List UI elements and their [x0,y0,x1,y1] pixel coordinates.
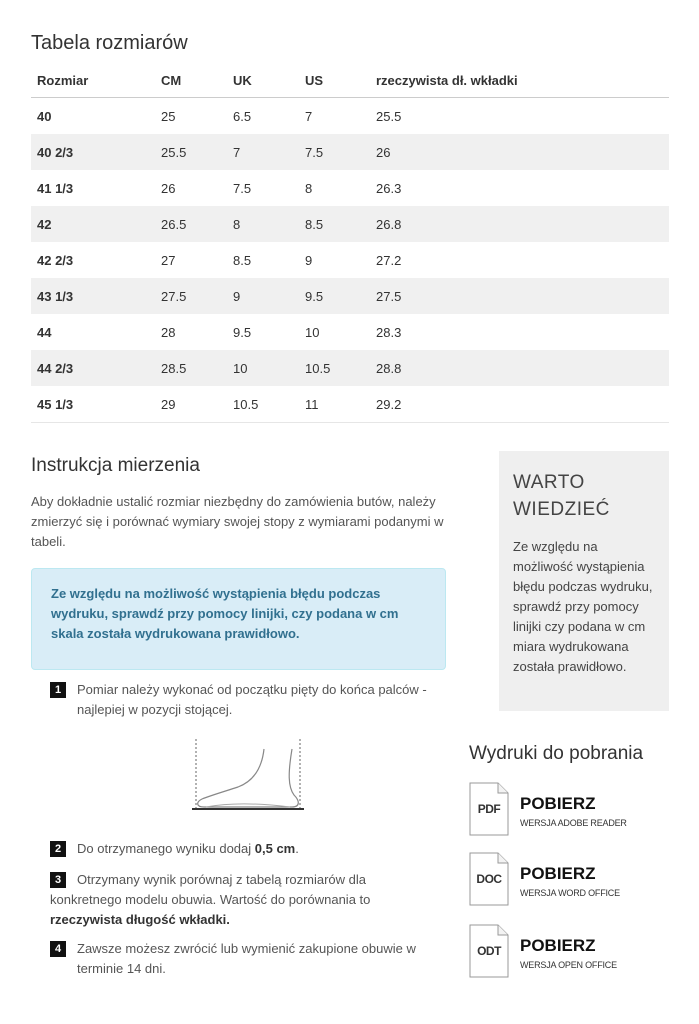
cell-us: 9 [305,252,313,268]
cell-size: 40 [37,108,52,124]
downloads-title: Wydruki do pobrania [469,743,644,764]
cell-insole: 28.8 [370,350,669,386]
cell-us: 9.5 [299,278,370,314]
cell-insole: 26.8 [370,206,669,242]
cell-cm: 29 [155,386,227,423]
cell-size: 40 2/3 [31,134,155,170]
foot-measure-diagram [188,737,308,815]
good-to-know-text: Ze względu na możliwość wystąpienia błędu podczas wydruku, sprawdź przy pomocy linijki czy podana w cm miara wydrukowana została prawidłowo. [513,539,653,674]
cell-uk: 10.5 [227,386,299,423]
step-text-part: Do otrzymanego wyniku dodaj [77,841,255,856]
print-warning-alert: Ze względu na możliwość wystąpienia błędu podczas wydruku, sprawdź przy pomocy linijki, czy podana w cm skala została wydrukowana prawidłowo. [31,568,446,670]
cell-size: 41 1/3 [37,180,74,196]
download-link[interactable]: POBIERZ [520,936,596,955]
step-4 [50,939,440,979]
step-number: 2 [50,841,66,857]
step-text [50,839,440,859]
cell-insole: 29.2 [370,386,669,423]
column-header-insole-length: rzeczywista dł. wkładki [370,64,669,98]
file-extension: DOC [476,872,502,886]
cell-cm: 27.5 [155,278,227,314]
table-row [31,242,669,278]
cell-uk: 9 [227,278,299,314]
cell-insole: 27.2 [376,252,402,268]
cell-uk: 9.5 [233,324,252,340]
step-number: 1 [50,682,66,698]
cell-size: 44 2/3 [31,350,155,386]
document-icon [469,782,509,836]
table-row [31,170,669,206]
cell-cm: 28.5 [155,350,227,386]
cell-size: 43 1/3 [31,278,155,314]
cell-size: 42 2/3 [37,252,74,268]
download-odt[interactable] [469,924,689,980]
column-header-uk: UK [227,64,299,98]
step-text-part: Otrzymany wynik porównaj z tabelą rozmiarów dla konkretnego modelu obuwia. Wartość do porównania to [50,872,371,907]
cell-us: 11 [299,386,370,423]
table-row [31,134,669,170]
cell-cm: 26.5 [155,206,227,242]
table-row [31,350,669,386]
good-to-know-box [499,451,669,711]
cell-uk: 8.5 [233,252,252,268]
step-text-bold: 0,5 cm [254,841,296,856]
cell-us: 10.5 [299,350,370,386]
file-extension: ODT [477,944,501,958]
instructions-title: Instrukcja mierzenia [31,455,200,476]
size-table [31,64,669,423]
step-number: 3 [50,872,66,888]
cell-cm: 28 [161,324,176,340]
cell-insole: 25.5 [376,108,402,124]
cell-us: 10 [305,324,320,340]
column-header-us: US [299,64,370,98]
step-text-bold: rzeczywista długość wkładki. [50,912,230,927]
step-number: 4 [50,941,66,957]
cell-cm: 26 [161,180,176,196]
good-to-know-title-line1: WARTO [513,472,585,493]
cell-size: 44 [37,324,52,340]
cell-size: 45 1/3 [31,386,155,423]
download-version: WERSJA OPEN OFFICE [520,960,617,970]
download-doc[interactable] [469,852,689,908]
document-icon [469,852,509,906]
document-icon [469,924,509,978]
table-row [31,386,669,423]
step-2 [50,839,440,859]
step-3 [50,870,440,930]
download-version: WERSJA ADOBE READER [520,818,627,828]
cell-cm: 25.5 [155,134,227,170]
column-header-cm: CM [155,64,227,98]
cell-us: 7.5 [299,134,370,170]
cell-uk: 8 [227,206,299,242]
table-row [31,314,669,350]
cell-us: 8 [305,180,313,196]
step-text: Pomiar należy wykonać od początku pięty do końca palców - najlepiej w pozycji stojącej. [77,682,427,717]
download-pdf[interactable] [469,782,689,838]
table-row [31,98,669,135]
instructions-intro: Aby dokładnie ustalić rozmiar niezbędny do zamówienia butów, należy zmierzyć się i porównać wymiary swojej stopy z wymiarami podanymi w tabeli. [31,494,444,549]
file-extension: PDF [477,802,501,816]
cell-insole: 28.3 [376,324,402,340]
step-text: Zawsze możesz zwrócić lub wymienić zakupione obuwie w terminie 14 dni. [77,941,416,976]
cell-uk: 10 [227,350,299,386]
good-to-know-title [513,469,655,523]
table-row [31,206,669,242]
cell-cm: 25 [161,108,176,124]
cell-uk: 7 [227,134,299,170]
cell-uk: 7.5 [233,180,252,196]
cell-size: 42 [31,206,155,242]
step-text-part: . [295,841,299,856]
cell-insole: 26 [370,134,669,170]
download-link[interactable]: POBIERZ [520,864,596,883]
step-1 [50,680,440,720]
good-to-know-title-line2: WIEDZIEĆ [513,499,610,520]
cell-insole: 27.5 [370,278,669,314]
table-row [31,278,669,314]
cell-uk: 6.5 [233,108,252,124]
download-version: WERSJA WORD OFFICE [520,888,620,898]
size-table-header-row [31,64,669,98]
cell-insole: 26.3 [376,180,402,196]
cell-us: 7 [305,108,313,124]
download-link[interactable]: POBIERZ [520,794,596,813]
step-text [50,870,440,930]
cell-cm: 27 [161,252,176,268]
column-header-size: Rozmiar [31,64,155,98]
size-table-title: Tabela rozmiarów [31,32,188,54]
cell-us: 8.5 [299,206,370,242]
